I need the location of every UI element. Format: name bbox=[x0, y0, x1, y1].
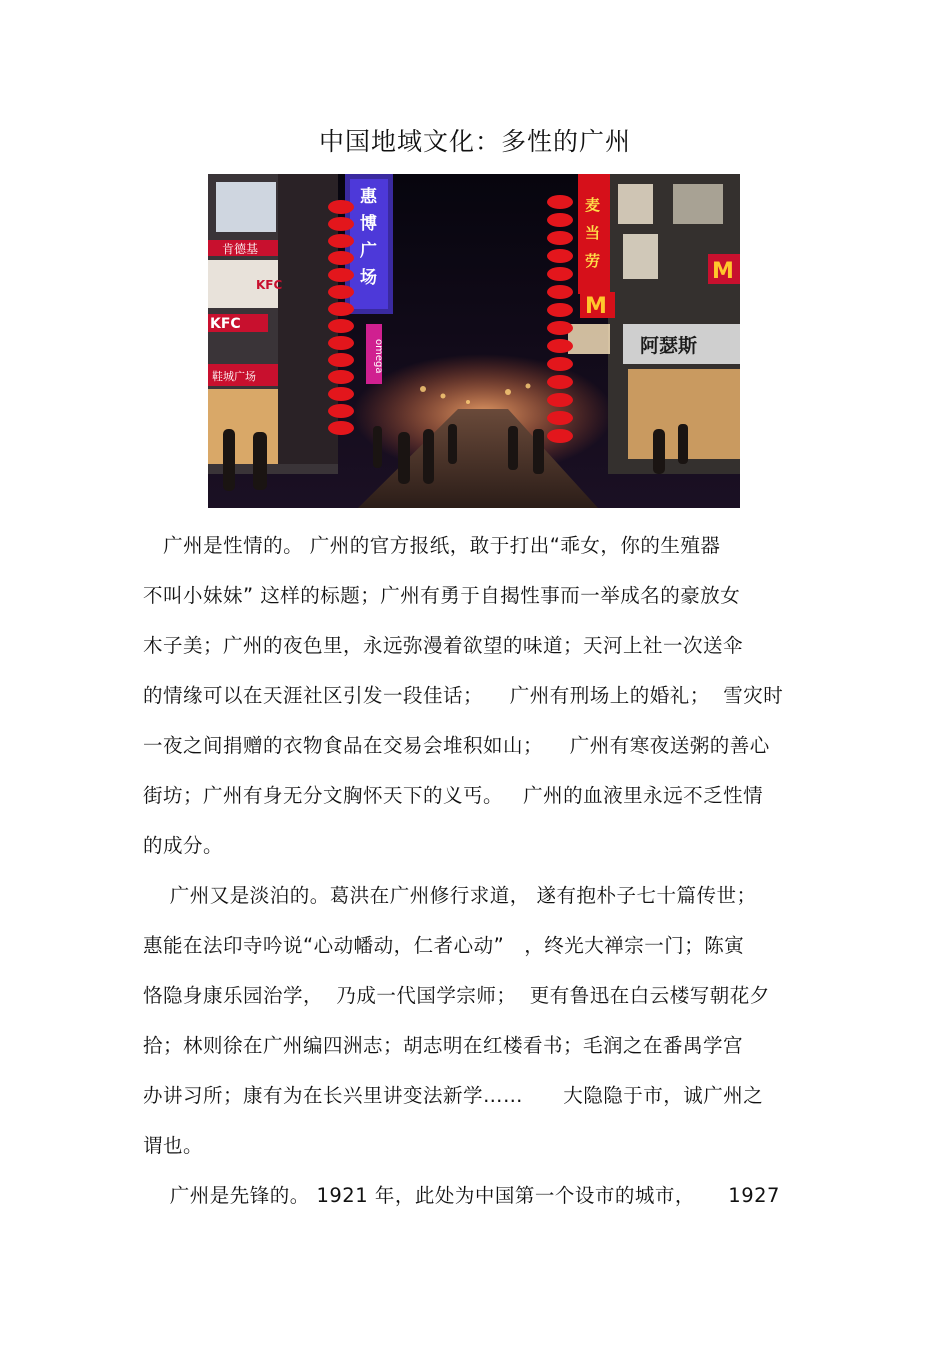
photo-illustration bbox=[208, 174, 740, 508]
sign-kfc-top: 肯德基 bbox=[222, 242, 259, 256]
sign-kfc-bottom: KFC bbox=[210, 316, 241, 332]
document-title: 中国地域文化：多性的广州 bbox=[318, 127, 631, 156]
body-line-1: 广州是性情的。 广州的官方报纸，敢于打出“乖女，你的生殖器 bbox=[143, 534, 721, 557]
sign-plaza-char-3: 广 bbox=[360, 241, 377, 261]
body-line-5: 一夜之间捐赠的衣物食品在交易会堆积如山； 广州有寒夜送粥的善心 bbox=[143, 734, 770, 757]
body-line-6: 街坊；广州有身无分文胸怀天下的义丐。 广州的血液里永远不乏性情 bbox=[143, 784, 764, 807]
sign-mcd-char-3: 劳 bbox=[585, 252, 601, 270]
sign-mcd-mark: M bbox=[585, 294, 607, 319]
body-line-13: 谓也。 bbox=[143, 1134, 204, 1157]
sign-kfc-logo: KFC bbox=[256, 278, 283, 292]
sign-mcd-char-1: 麦 bbox=[585, 196, 601, 214]
sign-plaza-char-1: 惠 bbox=[360, 187, 377, 207]
body-line-14: 广州是先锋的。 1921 年，此处为中国第一个设市的城市， 1927 bbox=[143, 1184, 780, 1207]
body-line-3: 木子美；广州的夜色里，永远弥漫着欲望的味道；天河上社一次送伞 bbox=[143, 634, 744, 657]
body-line-10: 恪隐身康乐园治学， 乃成一代国学宗师； 更有鲁迅在白云楼写朝花夕 bbox=[143, 984, 770, 1007]
body-line-7: 的成分。 bbox=[143, 834, 224, 857]
sign-omega: omega bbox=[373, 339, 384, 374]
sign-assist: 阿瑟斯 bbox=[640, 335, 698, 357]
body-line-4: 的情缘可以在天涯社区引发一段佳话； 广州有刑场上的婚礼； 雪灾时 bbox=[143, 684, 784, 707]
body-line-12: 办讲习所；康有为在长兴里讲变法新学…… 大隐隐于市，诚广州之 bbox=[143, 1084, 764, 1107]
body-line-2: 不叫小妹妹” 这样的标题；广州有勇于自揭性事而一举成名的豪放女 bbox=[143, 584, 741, 607]
sign-mcd-char-2: 当 bbox=[585, 224, 601, 242]
sign-mcd-mark-right: M bbox=[712, 259, 734, 284]
body-line-11: 拾；林则徐在广州编四洲志；胡志明在红楼看书；毛润之在番禺学宫 bbox=[143, 1034, 744, 1057]
sign-shop-left: 鞋城广场 bbox=[212, 370, 256, 383]
body-line-9: 惠能在法印寺吟说“心动幡动，仁者心动” ，终光大禅宗一门；陈寅 bbox=[143, 934, 745, 957]
sign-plaza-char-2: 博 bbox=[360, 214, 377, 234]
sign-plaza-char-4: 场 bbox=[360, 268, 377, 288]
body-line-8: 广州又是淡泊的。葛洪在广州修行求道， 遂有抱朴子七十篇传世； bbox=[143, 884, 757, 907]
street-night-photo bbox=[208, 174, 740, 508]
